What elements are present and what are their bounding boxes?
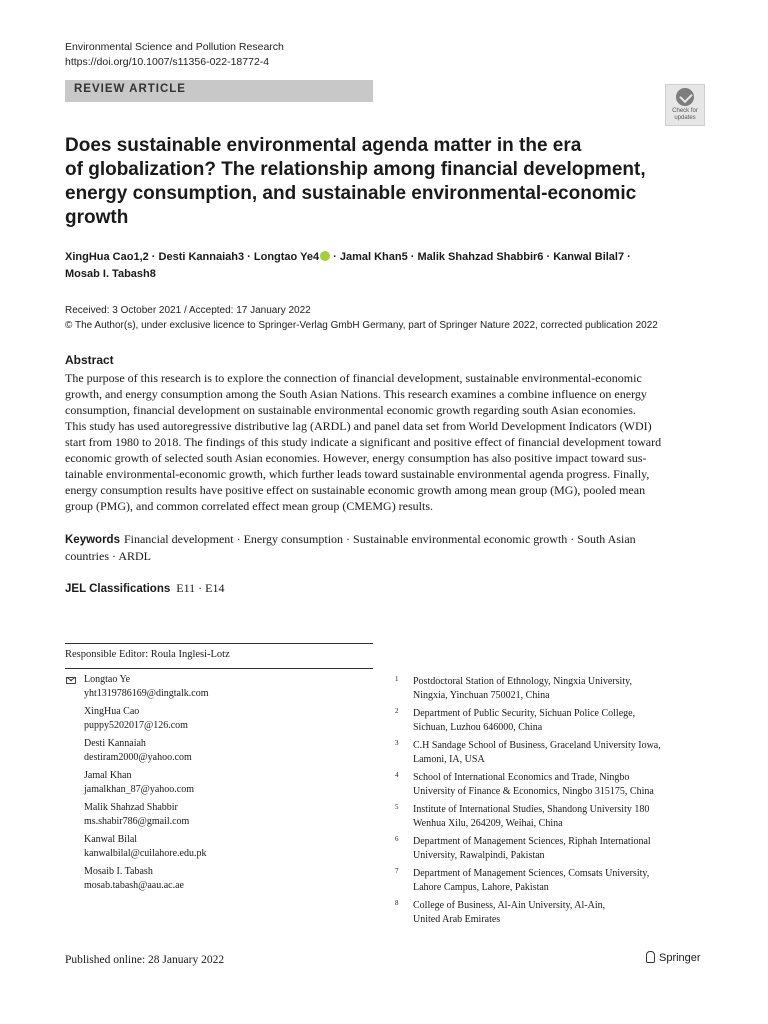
authors-line-1: XingHua Cao1,2 · Desti Kannaiah3 · Longtao Ye4 (65, 251, 320, 263)
affiliation-line: Sichuan, Luzhou 646000, China (413, 722, 543, 733)
check-for-updates-label: Check for updates (672, 108, 698, 121)
publisher-name: Springer (659, 952, 701, 964)
contact-item (84, 673, 208, 700)
journal-name: Environmental Science and Pollution Research (65, 41, 284, 53)
affiliation-line: School of International Economics and Trade, Ningbo (413, 772, 630, 783)
affiliation-number: 6 (395, 835, 399, 843)
abstract-line: start from 1980 to 2018. The findings of this study indicate a significant and positive effect of financial development toward (65, 435, 662, 449)
abstract-body (65, 370, 703, 514)
contact-item (84, 833, 208, 860)
keywords-line-1: Financial development · Energy consumption · Sustainable environmental economic growth · South Asian (123, 532, 636, 546)
copyright-notice: © The Author(s), under exclusive licence to Springer-Verlag GmbH Germany, part of Springer Nature 2022, corrected publication 2022 (65, 320, 658, 331)
affiliation-number: 8 (395, 899, 399, 907)
footnote-divider-2 (65, 668, 373, 669)
affiliation-line: University of Finance & Economics, Ningbo 315175, China (413, 786, 654, 797)
contact-email[interactable]: puppy5202017@126.com (84, 719, 188, 731)
affiliation-line: Postdoctoral Station of Ethnology, Ningxia University, (413, 676, 632, 687)
orcid-icon[interactable] (320, 251, 330, 261)
affiliation-line: Department of Management Sciences, Riphah International (413, 836, 651, 847)
keywords-label: Keywords (65, 534, 120, 546)
affiliation-line: Lamoni, IA, USA (413, 754, 485, 765)
check-for-updates-badge[interactable] (665, 84, 705, 126)
affiliation-number: 2 (395, 707, 399, 715)
contact-name: Malik Shahzad Shabbir (84, 802, 178, 813)
contact-name: Jamal Khan (84, 770, 132, 781)
affiliation-number: 3 (395, 739, 399, 747)
footnote-divider (65, 643, 373, 644)
affiliation-list (395, 675, 661, 931)
abstract-line: energy consumption results have positive effect on sustainable economic growth among mean group (MG), pooled mean (65, 483, 646, 497)
contact-item (84, 769, 208, 796)
article-type-band (65, 80, 373, 102)
affiliation-item (395, 675, 661, 703)
contact-email[interactable]: jamalkhan_87@yahoo.com (84, 783, 195, 795)
affiliation-line: Department of Public Security, Sichuan Police College, (413, 708, 636, 719)
affiliation-item (395, 707, 661, 735)
contact-name: Kanwal Bilal (84, 834, 138, 845)
authors-line-1-tail: · Jamal Khan5 · Malik Shahzad Shabbir6 · Kanwal Bilal7 · (330, 251, 631, 263)
affiliation-line: Department of Management Sciences, Comsats University, (413, 868, 650, 879)
affiliation-line: University, Rawalpindi, Pakistan (413, 850, 545, 861)
contact-name: Longtao Ye (84, 674, 131, 685)
affiliation-line: Institute of International Studies, Shandong University 180 (413, 804, 650, 815)
contact-item (84, 705, 208, 732)
contact-email[interactable]: mosab.tabash@aau.ac.ae (84, 879, 184, 891)
contact-name: XingHua Cao (84, 706, 140, 717)
responsible-editor: Responsible Editor: Roula Inglesi-Lotz (65, 649, 230, 660)
contact-item (84, 801, 208, 828)
affiliation-item (395, 803, 661, 831)
affiliation-line: Ningxia, Yinchuan 750021, China (413, 690, 550, 701)
contact-email[interactable]: ms.shabir786@gmail.com (84, 815, 190, 827)
contact-item (84, 865, 208, 892)
abstract-heading: Abstract (65, 353, 114, 367)
published-online: Published online: 28 January 2022 (65, 954, 225, 966)
publication-dates (65, 303, 658, 333)
affiliation-line: United Arab Emirates (413, 914, 501, 925)
affiliation-number: 1 (395, 675, 399, 683)
affiliation-item (395, 867, 661, 895)
affiliation-item (395, 835, 661, 863)
contact-email[interactable]: destiram2000@yahoo.com (84, 751, 192, 763)
author-list (65, 249, 705, 283)
contact-email[interactable]: kanwalbilal@cuilahore.edu.pk (84, 847, 207, 859)
contact-email[interactable]: yht1319786169@dingtalk.com (84, 687, 209, 699)
affiliation-number: 7 (395, 867, 399, 875)
title-line: of globalization? The relationship among financial development, (65, 159, 646, 180)
abstract-line: tainable environmental-economic growth, which further leads toward sustainable environmental agenda progress. Finally, (65, 467, 650, 481)
affiliation-line: Wenhua Xilu, 264209, Weihai, China (413, 818, 563, 829)
contact-name: Desti Kannaiah (84, 738, 146, 749)
affiliation-number: 5 (395, 803, 399, 811)
springer-horse-icon (646, 951, 655, 963)
affiliation-item (395, 771, 661, 799)
abstract-line: group (PMG), and common correlated effect mean group (CMEMG) results. (65, 499, 434, 513)
publisher-logo (646, 951, 701, 964)
contact-list (84, 673, 208, 897)
affiliation-item (395, 739, 661, 767)
envelope-icon (66, 677, 76, 684)
jel-codes: E11 · E14 (176, 581, 225, 595)
title-line: Does sustainable environmental agenda matter in the era (65, 135, 582, 156)
journal-header (65, 40, 284, 70)
received-accepted: Received: 3 October 2021 / Accepted: 17 January 2022 (65, 305, 311, 316)
affiliation-line: C.H Sandage School of Business, Graceland University Iowa, (413, 740, 661, 751)
contact-item (84, 737, 208, 764)
affiliation-line: Lahore Campus, Lahore, Pakistan (413, 882, 549, 893)
keywords-section (65, 531, 636, 564)
abstract-line: This study has used autoregressive distributive lag (ARDL) and panel data set from World Development Indicators (WDI) (65, 419, 652, 433)
authors-line-2: Mosab I. Tabash8 (65, 268, 156, 280)
doi-link[interactable]: https://doi.org/10.1007/s11356-022-18772-4 (65, 56, 270, 68)
jel-section (65, 580, 224, 597)
title-line: energy consumption, and sustainable environmental-economic (65, 183, 637, 204)
abstract-line: growth, and energy consumption among the South Asian Nations. This research examines a combine influence on energy (65, 387, 647, 401)
article-title (65, 134, 645, 230)
abstract-line: The purpose of this research is to explore the connection of financial development, sustainable environmental-economic (65, 371, 642, 385)
contact-name: Mosaib I. Tabash (84, 866, 153, 877)
affiliation-line: College of Business, Al-Ain University, Al-Ain, (413, 900, 606, 911)
check-icon (676, 88, 694, 106)
affiliation-item (395, 899, 661, 927)
title-line: growth (65, 207, 129, 228)
abstract-line: consumption, financial development on sustainable environmental economic growth regarding south Asian economies. (65, 403, 636, 417)
keywords-line-2: countries · ARDL (65, 549, 151, 563)
article-type-label: REVIEW ARTICLE (74, 83, 186, 95)
jel-label: JEL Classifications (65, 583, 171, 595)
affiliation-number: 4 (395, 771, 399, 779)
abstract-line: economic growth of selected south Asian economies. However, energy consumption has also positive impact toward sus- (65, 451, 647, 465)
